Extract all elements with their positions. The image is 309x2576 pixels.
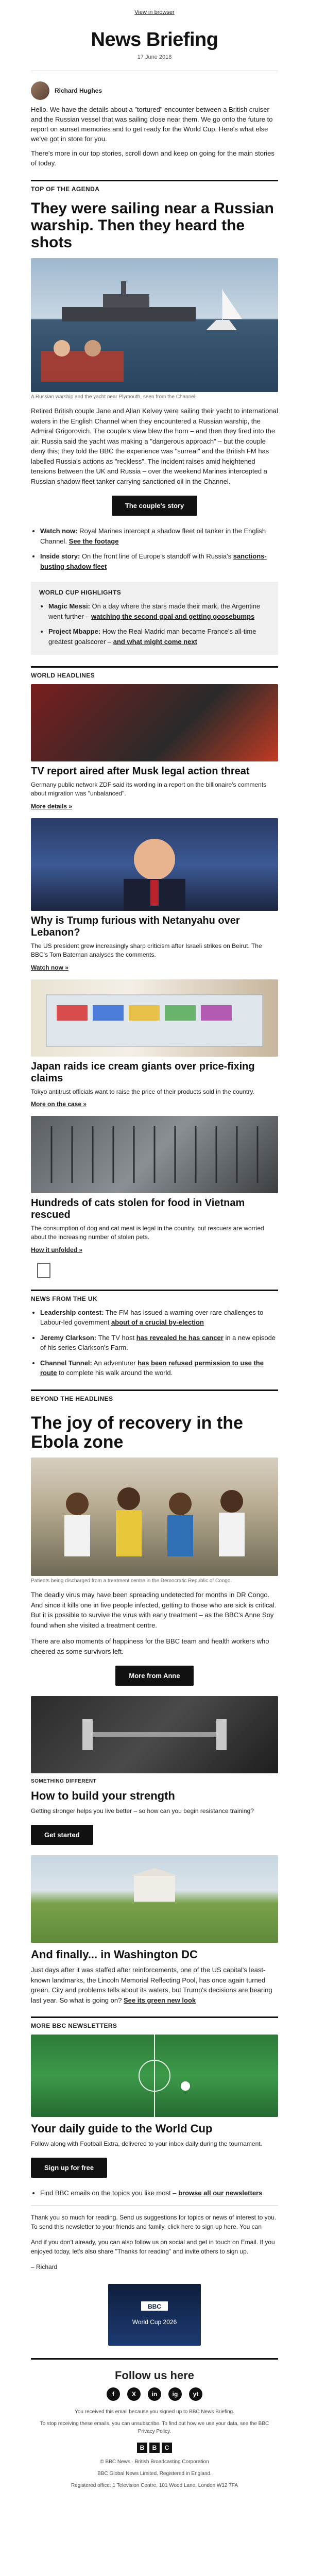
memorial-illustration: [31, 1855, 278, 1943]
follow-heading: Follow us here: [114, 2369, 195, 2382]
list-item: • Jeremy Clarkson: The TV host has revealed he has cancer in a new episode of his series Clarkson's Farm.: [40, 1333, 278, 1353]
world-cup-bullets: [39, 601, 270, 647]
world-cup-box: [31, 582, 278, 655]
story-card[interactable]: [31, 979, 278, 1109]
feature-body: There are also moments of happiness for the BBC team and health workers who cheered as some survivors left.: [31, 1637, 269, 1655]
story-headline[interactable]: Hundreds of cats stolen for food in Vietnam rescued: [31, 1197, 245, 1221]
facebook-icon[interactable]: f: [107, 2387, 120, 2401]
social-links: [31, 2387, 278, 2401]
clarkson-link[interactable]: has revealed he has cancer: [136, 1333, 224, 1342]
list-item: • Magic Messi: On a day where the stars made their mark, the Argentine went further – watching the second goal and getting goosebumps: [48, 601, 270, 621]
sign-up-button[interactable]: Sign up for free: [31, 2158, 107, 2178]
feature-headline[interactable]: The joy of recovery in the Ebola zone: [31, 1413, 243, 1452]
channel-tunnel-link[interactable]: has been refused permission to use the route: [40, 1359, 264, 1377]
newsletter-bullets: [31, 2188, 278, 2198]
story-card[interactable]: [31, 818, 278, 972]
story-desc: The consumption of dog and cat meat is legal in the country, but rescuers are worried about the increasing number of stolen pets.: [31, 1225, 264, 1241]
agenda-body: Retired British couple Jane and Allan Kelvey were sailing their yacht to international waters in the English Channel when they encountered a Russian warship, the Admiral Grigorovich. The couple's view blew the horn – and then they fired into the air. Russia said the yacht was making a "dangerous approach" – but the couple deny this; they told the BBC the experience was "surreal" and the British FM has labelled Russia's actions as "reckless". The incident raises amid heightened tensions between the UK and Russia – over the weekend Marines intercepted a Russian shadow fleet tanker carrying sanctioned oil in the Channel.: [31, 407, 278, 485]
newsletter-desc: Follow along with Football Extra, delivered to your inbox daily during the tournament.: [31, 2140, 262, 2147]
messi-link[interactable]: watching the second goal and getting goosebumps: [91, 612, 255, 620]
story-headline[interactable]: Why is Trump furious with Netanyahu over Lebanon?: [31, 914, 240, 938]
author-name: Richard Hughes: [55, 87, 102, 94]
green-look-link[interactable]: See its green new look: [123, 1996, 196, 2004]
signoff-text: Thank you so much for reading. Send us suggestions for topics or news of interest to you. To send this newsletter to your friends and family, click here to sign up here. You can: [31, 2214, 277, 2231]
footage-link[interactable]: See the footage: [68, 537, 119, 545]
story-headline[interactable]: Japan raids ice cream giants over price-fixing claims: [31, 1060, 255, 1084]
list-item: • Channel Tunnel: An adventurer has been refused permission to use the route to complete his walk around the world.: [40, 1358, 278, 1378]
warship-image[interactable]: [31, 258, 278, 392]
divider: [31, 2205, 278, 2206]
story-headline[interactable]: TV report aired after Musk legal action threat: [31, 766, 250, 777]
world-cup-promo-image[interactable]: [108, 2284, 201, 2346]
story-desc: Tokyo antitrust officials want to raise the price of their products sold in the country.: [31, 1088, 254, 1095]
footer-text: You received this email because you signed up to BBC News Briefing.: [75, 2409, 234, 2415]
promo-card[interactable]: [31, 2284, 278, 2346]
couples-story-button[interactable]: The couple's story: [112, 496, 197, 516]
youtube-icon[interactable]: yt: [189, 2387, 202, 2401]
cats-image[interactable]: [31, 1116, 278, 1193]
image-caption: A Russian warship and the yacht near Plymouth, seen from the Channel.: [31, 394, 197, 400]
linkedin-icon[interactable]: in: [148, 2387, 161, 2401]
instagram-icon[interactable]: ig: [168, 2387, 182, 2401]
agenda-bullets: [31, 526, 278, 571]
footer-text: Registered office: 1 Television Centre, 101 Wood Lane, London W12 7FA: [71, 2483, 238, 2489]
issue-date: 17 June 2018: [137, 54, 172, 60]
story-more-link[interactable]: Watch now »: [31, 963, 68, 971]
promo-label: World Cup 2026: [132, 2318, 177, 2326]
list-item: • Leadership contest: The FM has issued a warning over rare challenges to Labour-led government about of a crucial by-election: [40, 1308, 278, 1328]
ebola-image[interactable]: [31, 1458, 278, 1576]
freezer-illustration: [31, 979, 278, 1057]
mbappe-link[interactable]: and what might come next: [113, 637, 197, 646]
musk-image[interactable]: [31, 684, 278, 761]
interest-desc: Getting stronger helps you live better – so how can you begin resistance training?: [31, 1807, 254, 1815]
story-more-link[interactable]: How it unfolded »: [31, 1246, 82, 1253]
list-item: • Watch now: Royal Marines intercept a shadow fleet oil tanker in the English Channel. See the footage: [40, 526, 278, 546]
by-election-link[interactable]: about of a crucial by-election: [111, 1318, 204, 1327]
eyebrow-label: SOMETHING DIFFERENT: [31, 1778, 97, 1785]
section-heading: BEYOND THE HEADLINES: [31, 1389, 278, 1408]
footer-rule: [31, 2358, 278, 2360]
promo-brand: BBC: [148, 2303, 161, 2311]
cages-illustration: [31, 1116, 278, 1193]
portrait-illustration: [31, 818, 278, 911]
footer-text: BBC Global News Limited. Registered in England.: [97, 2471, 212, 2477]
washington-image[interactable]: [31, 1855, 278, 1943]
list-item: • Find BBC emails on the topics you like most – browse all our newsletters: [40, 2188, 278, 2198]
brand-title: News Briefing: [91, 29, 218, 50]
promo-illustration: [108, 2284, 201, 2346]
browse-newsletters-link[interactable]: browse all our newsletters: [178, 2189, 263, 2197]
feature-body: The deadly virus may have been spreading undetected for months in DR Congo. And since it kills one in five people infected, getting to those who are sick is critical. But it is possible to survive the virus with early treatment – as the BBC's Anne Soy found when she visited a treatment centre.: [31, 1591, 277, 1629]
newsletter-headline[interactable]: Your daily guide to the World Cup: [31, 2122, 213, 2136]
crowd-illustration: [31, 1458, 278, 1576]
story-card[interactable]: [31, 684, 278, 811]
masthead: [31, 19, 278, 63]
image-caption: Patients being discharged from a treatment centre in the Democratic Republic of Congo.: [31, 1578, 232, 1584]
story-desc: The US president grew increasingly sharp criticism after Israeli strikes on Beirut. The BBC's Tom Bateman analyses the comments.: [31, 942, 262, 959]
strength-image[interactable]: [31, 1696, 278, 1773]
list-item: • Project Mbappe: How the Real Madrid man became France's all-time greatest goalscorer – and what might come next: [48, 626, 270, 647]
author-byline: [31, 81, 278, 100]
intro-paragraph: There's more in our top stories, scroll down and keep on going for the main stories of today.: [31, 149, 274, 167]
author-avatar: [31, 81, 49, 100]
uk-bullets: [31, 1308, 278, 1378]
document-icon: [37, 1263, 50, 1278]
finally-body: Just days after it was staffed after reinforcements, one of the US capital's least-known landmarks, the Lincoln Memorial Reflecting Pool, has once again turned green. City and problems tells about its waters, but Trump's decisions are hearing last year. So what is going on? See its green new look: [31, 1966, 272, 2004]
section-heading: NEWS FROM THE UK: [31, 1290, 278, 1308]
warship-illustration: [31, 258, 278, 392]
intro-paragraph: Hello. We have the details about a "tortured" encounter between a British cruiser and the Russian vessel that was sailing close near them. We go onto the future to report on sunset memories and to get ready for the World Cup. Here's what else we've got in store for you.: [31, 106, 273, 143]
list-item: • Inside story: On the front line of Europe's standoff with Russia's sanctions-busting shadow fleet: [40, 551, 278, 571]
footer-text: © BBC News · British Broadcasting Corporation: [100, 2459, 209, 2465]
finally-headline[interactable]: And finally... in Washington DC: [31, 1947, 198, 1961]
view-in-browser-link[interactable]: View in browser: [134, 9, 175, 15]
section-heading: TOP OF THE AGENDA: [31, 180, 278, 198]
more-from-anne-button[interactable]: More from Anne: [115, 1666, 193, 1686]
signoff-signature: – Richard: [31, 2263, 58, 2271]
shadow-fleet-link[interactable]: sanctions-busting shadow fleet: [40, 552, 267, 570]
story-card[interactable]: [31, 1116, 278, 1255]
get-started-button[interactable]: Get started: [31, 1825, 93, 1845]
story-more-link[interactable]: More on the case »: [31, 1100, 87, 1108]
agenda-headline[interactable]: They were sailing near a Russian warship. Then they heard the shots: [31, 200, 274, 251]
footer-text: To stop receiving these emails, you can unsubscribe. To find out how we use your data, see the BBC Privacy Policy.: [40, 2421, 269, 2435]
weights-illustration: [31, 1696, 278, 1773]
x-icon[interactable]: X: [127, 2387, 141, 2401]
story-more-link[interactable]: More details »: [31, 802, 73, 810]
pitch-illustration: [31, 2035, 278, 2117]
signoff-text: And if you don't already, you can also follow us on social and get in touch on Email. If you enjoyed today, let's also share "Thanks for reading" and invite others to sign up.: [31, 2239, 275, 2256]
interest-headline[interactable]: How to build your strength: [31, 1789, 175, 1803]
world-cup-newsletter-image[interactable]: [31, 2035, 278, 2117]
intro: [31, 81, 278, 168]
bbc-logo: B B C: [31, 2443, 278, 2453]
story-desc: Germany public network ZDF said its wording in a report on the billionaire's comments about migration was "unbalanced".: [31, 781, 267, 798]
section-heading: MORE BBC NEWSLETTERS: [31, 2016, 278, 2035]
section-heading: WORLD HEADLINES: [31, 666, 278, 684]
ice-cream-image[interactable]: [31, 979, 278, 1057]
trump-image[interactable]: [31, 818, 278, 911]
section-heading: WORLD CUP HIGHLIGHTS: [39, 589, 122, 597]
